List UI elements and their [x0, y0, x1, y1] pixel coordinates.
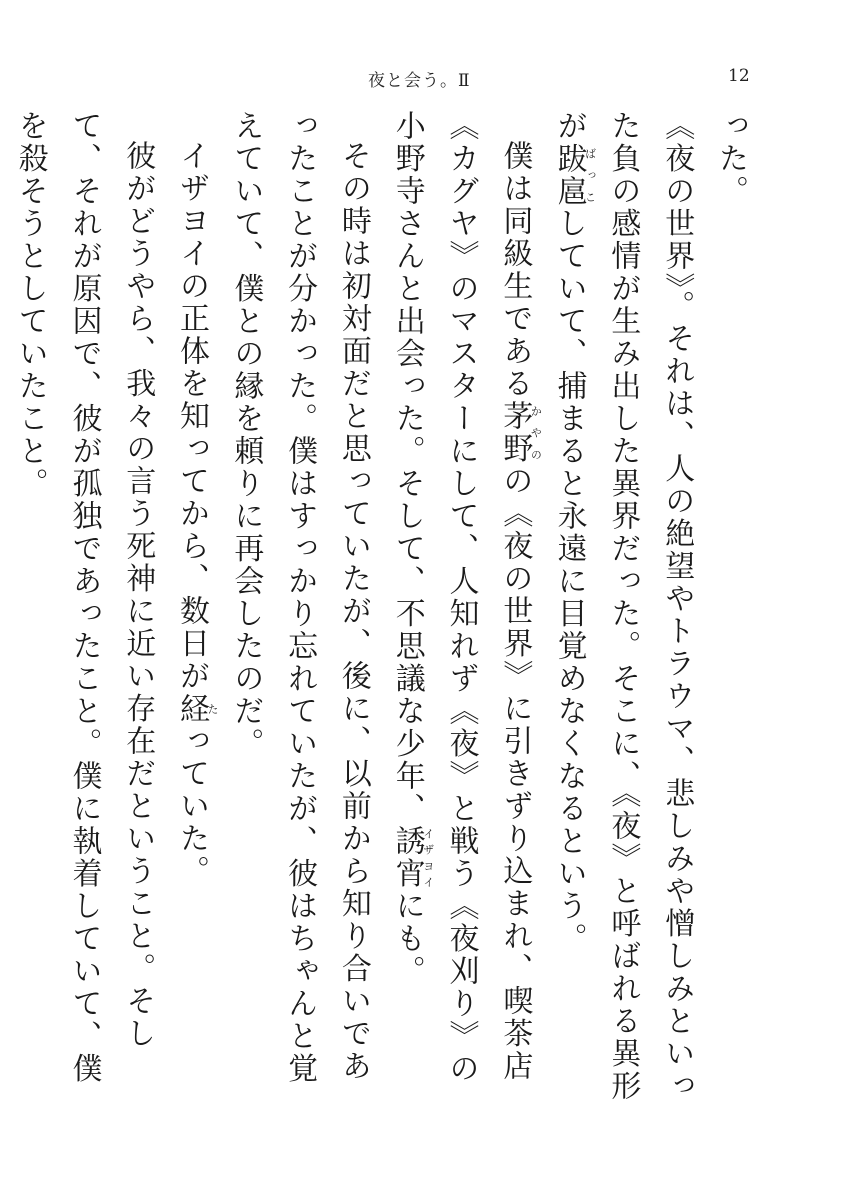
text-run: 《夜の世界》。それは、人の絶望やトラウマ、悲しみや憎しみといった負の感情が生み出した異界だった。そこに、《夜》と呼ばれる異形が [551, 110, 695, 1103]
ruby-reading: かやの [529, 400, 543, 465]
text-run: の《夜の世界》に引きずり込まれ、喫茶店《カグヤ》のマスターにして、人知れず《夜》と戦う《夜刈り》の小野寺さんと出会った。そして、不思議な少年、 [389, 110, 533, 1085]
paragraph-p0 [703, 110, 757, 1110]
paragraph-p5 [3, 110, 164, 1110]
ruby-base: 経 [174, 692, 210, 725]
ruby-base: 誘宵 [389, 825, 425, 890]
paragraph-p1 [542, 110, 703, 1110]
ruby-annotation [389, 825, 435, 890]
text-run: にも。 [389, 890, 425, 988]
text-run: った。 [713, 110, 748, 208]
running-title: 夜と会う。Ⅱ [368, 71, 471, 91]
text-run: その時は初対面だと思っていたが、後に、以前から知り合いであったことが分かった。僕はすっかり忘れていたが、彼はちゃんと覚えていて、僕との縁を頼りに再会したのだ。 [228, 110, 371, 1085]
ruby-base: 跋扈 [551, 142, 587, 208]
ruby-reading: た [206, 692, 220, 725]
ruby-annotation [174, 692, 220, 726]
text-run: していて、捕まると永遠に目覚めなくなるという。 [551, 207, 587, 955]
text-run: 彼がどうやら、我々の言う死神に近い存在だということ。そして、それが原因で、彼が孤独であったこと。僕に執着していて、僕を殺そうとしていたこと。 [12, 110, 156, 1085]
text-run: 僕は同級生である [497, 140, 533, 400]
paragraph-p3 [219, 110, 380, 1110]
ruby-annotation [551, 142, 597, 208]
text-run: っていた。 [174, 725, 210, 888]
paragraph-p2 [380, 110, 542, 1110]
ruby-reading: イザヨイ [421, 825, 435, 890]
page-number: 12 [728, 66, 750, 86]
text-run: イザヨイの正体を知ってから、数日が [174, 140, 210, 693]
paragraph-p4 [164, 110, 218, 1110]
paragraph-p6 [0, 110, 3, 1110]
ruby-base: 茅野 [497, 400, 533, 465]
ruby-annotation [497, 400, 543, 465]
ruby-reading: ばっこ [583, 142, 597, 208]
vertical-body-text [12, 110, 757, 1110]
